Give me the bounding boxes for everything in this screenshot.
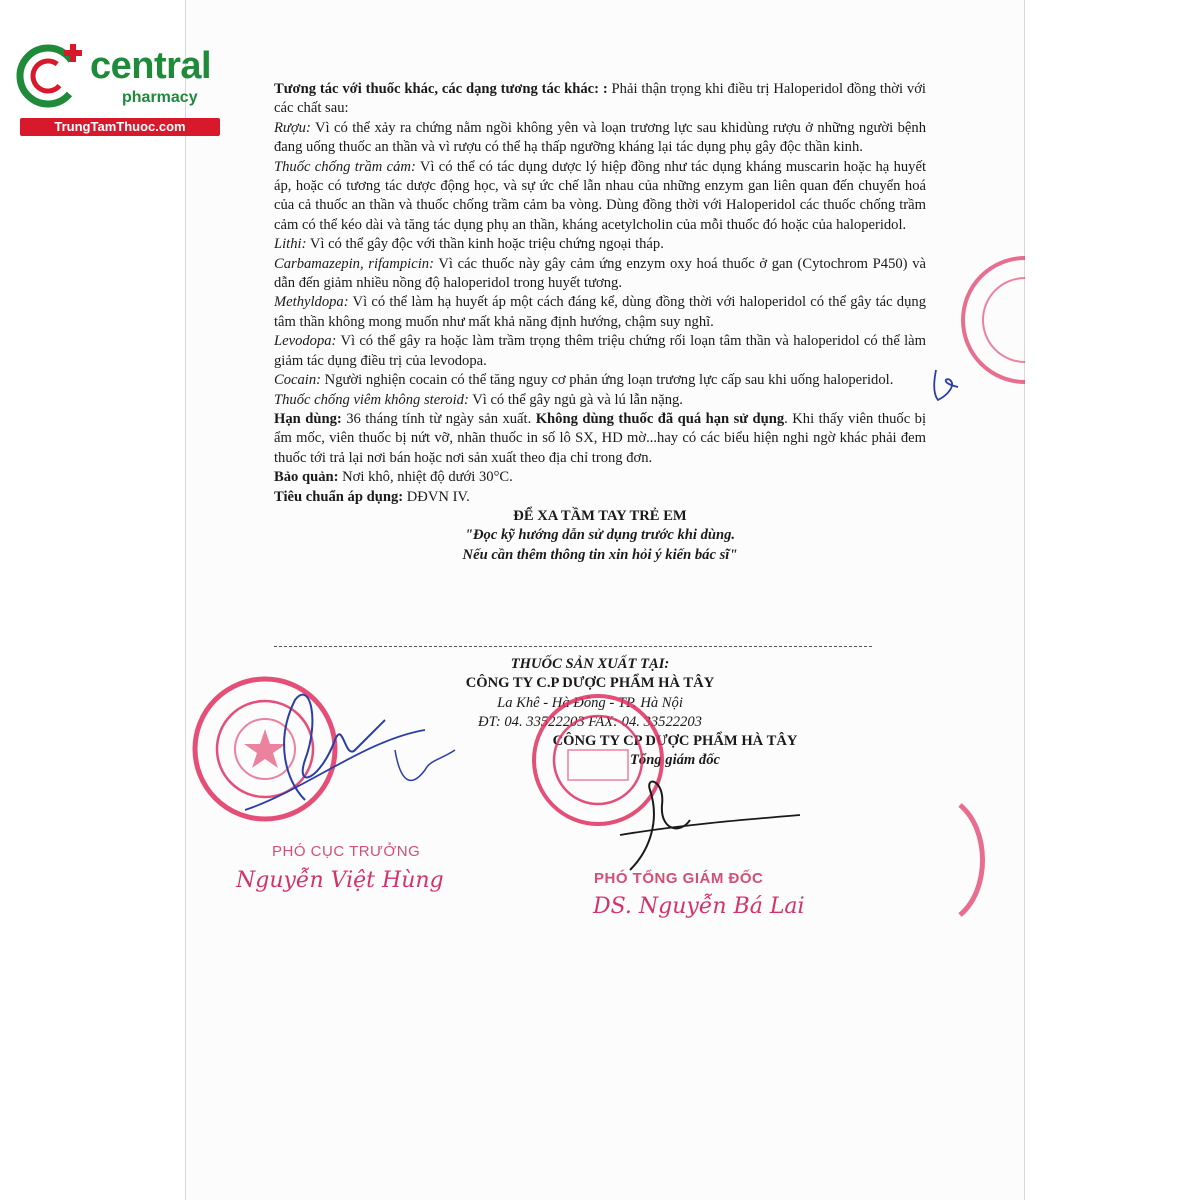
- interaction-label: Thuốc chống trầm cảm:: [274, 158, 416, 175]
- interaction-text: Vì có thể gây độc với thần kinh hoặc triệu chứng ngoại tháp.: [306, 236, 664, 253]
- interaction-item: [274, 119, 926, 158]
- made-at-label: THUỐC SẢN XUẤT TẠI:: [510, 656, 670, 672]
- expiry-rest: . Khi thấy viên thuốc bị ẩm mốc, viên thuốc bị nứt vỡ, nhãn thuốc in số lô SX, HD mờ...hay có các biểu hiện nghi ngờ khác phải đem thuốc tới trả lại nơi bán hoặc nơi sản xuất theo địa chỉ trong đơn.: [274, 410, 926, 466]
- keep-away-warning: ĐỂ XA TẦM TAY TRẺ EM: [513, 507, 687, 524]
- pharmacy-logo[interactable]: [10, 38, 215, 138]
- interaction-text: Vì có thể gây ra hoặc làm trầm trọng thêm triệu chứng rối loạn tâm thần và haloperidol có thể làm giảm tác dụng điều trị của levodopa.: [274, 333, 926, 369]
- interaction-label: Carbamazepin, rifampicin:: [274, 255, 434, 272]
- storage-paragraph: [274, 468, 926, 487]
- interaction-item: [274, 235, 926, 254]
- dashed-divider: [274, 646, 872, 647]
- expiry-text: 36 tháng tính từ ngày sản xuất.: [341, 410, 536, 427]
- interaction-item: [274, 293, 926, 332]
- interaction-label: Thuốc chống viêm không steroid:: [274, 391, 469, 408]
- left-signer-name: Nguyễn Việt Hùng: [236, 868, 444, 893]
- interaction-label: Rượu:: [274, 119, 311, 136]
- manufacturer-company: CÔNG TY C.P DƯỢC PHẨM HÀ TÂY: [465, 675, 715, 692]
- left-signer-title: PHÓ CỤC TRƯỞNG: [272, 843, 421, 860]
- interaction-label: Levodopa:: [274, 333, 337, 350]
- interaction-text: Vì có thể xảy ra chứng nằm ngồi không yên và loạn trương lực sau khidùng rượu ở những người bệnh đang uống thuốc an thần và vì rượu có thể hạ thấp ngưỡng kháng lại tác dụng phụ gây độc thần kinh.: [274, 119, 926, 156]
- interaction-label: Lithi:: [274, 236, 307, 253]
- standard-paragraph: [274, 488, 926, 507]
- interaction-text: Vì có thể làm hạ huyết áp một cách đáng kể, dùng đồng thời với haloperidol có thể gây tác dụng tâm thần không mong muốn như mất khả năng định hướng, chậm suy nghĩ.: [274, 294, 926, 330]
- manufacturer-phone: ĐT: 04. 33522203 FAX: 04. 33522203: [478, 714, 702, 731]
- interaction-item: [274, 371, 926, 390]
- standard-label: Tiêu chuẩn áp dụng:: [274, 488, 404, 505]
- logo-name: central: [90, 45, 212, 87]
- left-signature-icon: [225, 680, 465, 820]
- interactions-paragraph: [274, 80, 926, 119]
- right-signer-title: PHÓ TỔNG GIÁM ĐỐC: [594, 870, 764, 887]
- storage-label: Bảo quản:: [274, 469, 339, 486]
- expiry-warning: Không dùng thuốc đã quá hạn sử dụng: [535, 410, 785, 427]
- interaction-text: Người nghiện cocain có thể tăng nguy cơ phản ứng loạn trương lực cấp sau khi uống haloperidol.: [321, 372, 894, 389]
- standard-text: DĐVN IV.: [403, 488, 470, 505]
- interaction-label: Cocain:: [274, 372, 322, 389]
- interaction-text: Vì có thể gây ngủ gà và lú lẫn nặng.: [468, 391, 683, 408]
- logo-site-banner: TrungTamThuoc.com: [20, 118, 220, 136]
- interaction-text: Vì các thuốc này gây cảm ứng enzym oxy hoá thuốc ở gan (Cytochrom P450) và dẫn đến giảm nhiều nồng độ haloperidol trong huyết tương.: [274, 255, 926, 292]
- interactions-intro: Phải thận trọng khi điều trị Haloperidol đồng thời với các chất sau:: [274, 81, 926, 117]
- edge-seal-bottom-icon: [950, 800, 1010, 920]
- initial-mark-icon: [928, 365, 968, 405]
- signing-company: CÔNG TY CP DƯỢC PHẨM HÀ TÂY: [552, 733, 798, 749]
- signing-role: Tổng giám đốc: [630, 752, 720, 769]
- document-body: [274, 80, 926, 565]
- interaction-label: Methyldopa:: [274, 294, 349, 311]
- interaction-text: Vì có thể có tác dụng dược lý hiệp đồng như tác dụng kháng muscarin hoặc hạ huyết áp, hoặc có tương tác dược động học, và sự ức chế lẫn nhau của những enzym gan liên quan đến chuyển hoá của cả thuốc an thần và thuốc chống trầm cảm ba vòng. Dùng đồng thời với Haloperidol các thuốc chống trầm cảm có thể kéo dài và tăng tác dụng phụ an thần, kháng acetylcholin của mỗi thuốc đó hoặc của haloperidol.: [274, 158, 926, 233]
- manufacturer-address: La Khê - Hà Đông - TP. Hà Nội: [497, 694, 683, 711]
- interaction-item: [274, 332, 926, 371]
- interaction-item: [274, 255, 926, 294]
- expiry-paragraph: [274, 410, 926, 468]
- interactions-heading: Tương tác với thuốc khác, các dạng tương tác khác: :: [274, 81, 608, 97]
- expiry-label: Hạn dùng:: [274, 410, 342, 427]
- logo-subtitle: pharmacy: [122, 89, 198, 106]
- right-signature-icon: [590, 760, 810, 880]
- read-instructions-line-1: "Đọc kỹ hướng dẫn sử dụng trước khi dùng.: [464, 527, 736, 544]
- logo-ring-icon: [10, 38, 90, 118]
- interaction-item: [274, 158, 926, 236]
- right-signer-name: DS. Nguyễn Bá Lai: [593, 894, 805, 919]
- read-instructions-line-2: Nếu cần thêm thông tin xin hỏi ý kiến bác sĩ": [462, 546, 738, 563]
- storage-text: Nơi khô, nhiệt độ dưới 30°C.: [338, 469, 513, 486]
- interaction-item: [274, 391, 926, 410]
